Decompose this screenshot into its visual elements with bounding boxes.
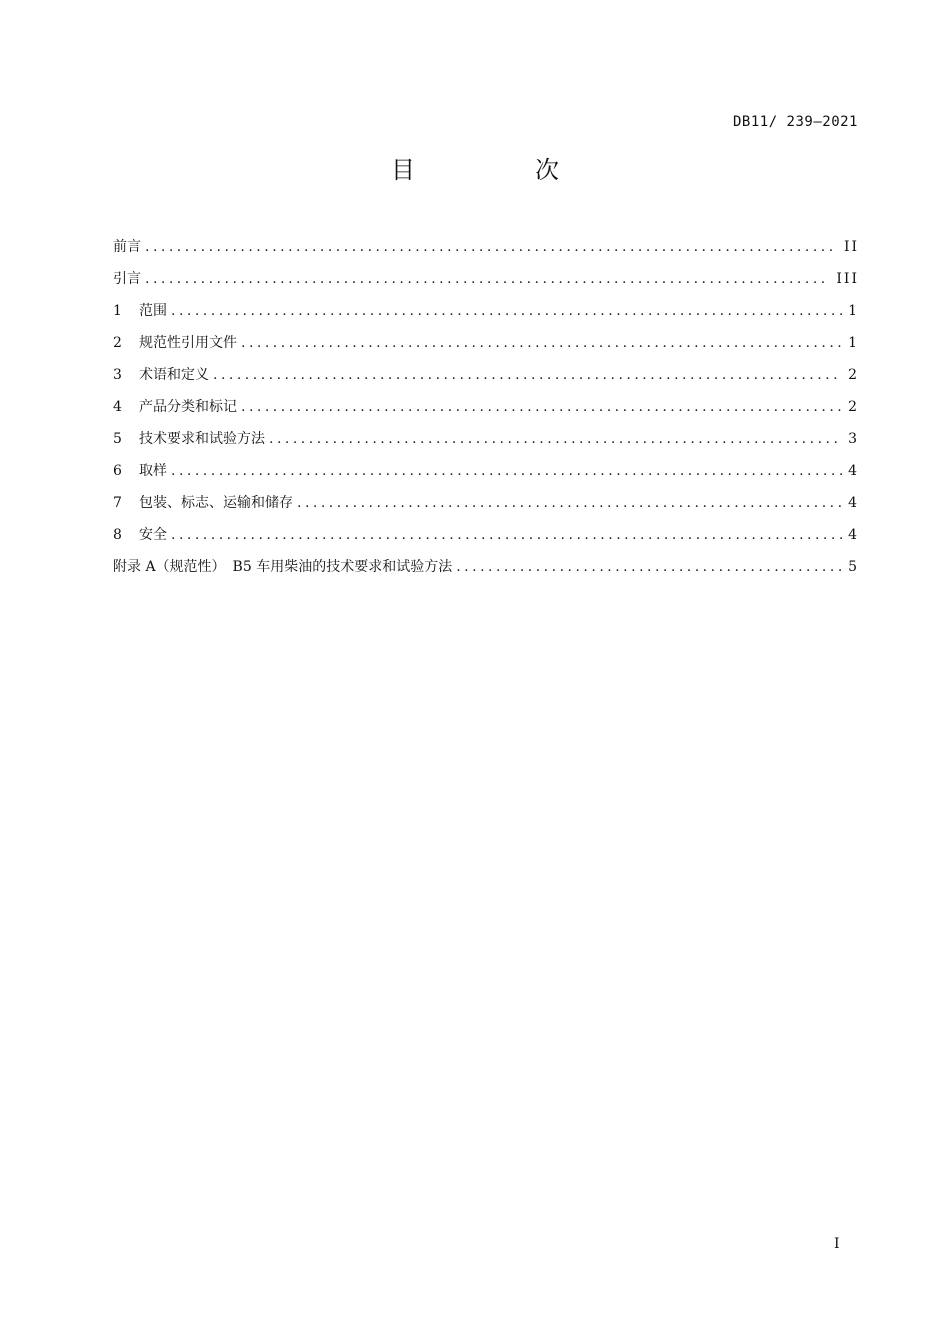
- document-code: DB11/ 239—2021: [732, 114, 858, 130]
- toc-entry-label: 术语和定义: [139, 367, 209, 383]
- toc-entry-page: 1: [848, 335, 859, 351]
- toc-entry-2[interactable]: [113, 332, 859, 364]
- toc-title: 目 次: [391, 156, 607, 184]
- toc-entry-8[interactable]: [113, 524, 859, 556]
- toc-entry-7[interactable]: [113, 492, 859, 524]
- toc-entry-label: 范围: [139, 303, 167, 319]
- toc-entry-number: 7: [113, 495, 122, 511]
- toc-leader-dots: [171, 303, 842, 319]
- toc-leader-dots: [171, 463, 842, 479]
- toc-entry-appendix-a[interactable]: [113, 556, 859, 588]
- toc-entry-label: 技术要求和试验方法: [139, 431, 265, 447]
- toc-leader-dots: [145, 271, 830, 287]
- toc-leader-dots: [456, 559, 842, 575]
- toc-entry-label: 取样: [139, 463, 167, 479]
- toc-entry-number: 2: [113, 335, 122, 351]
- toc-entry-page: 2: [848, 399, 859, 415]
- toc-entry-5[interactable]: [113, 428, 859, 460]
- table-of-contents: [113, 236, 859, 588]
- toc-leader-dots: [241, 335, 842, 351]
- toc-leader-dots: [269, 431, 842, 447]
- toc-entry-label: 附录 A（规范性） B5 车用柴油的技术要求和试验方法: [113, 559, 453, 575]
- toc-entry-number: 5: [113, 431, 122, 447]
- toc-entry-number: 8: [113, 527, 122, 543]
- toc-entry-label: 规范性引用文件: [139, 335, 237, 351]
- toc-entry-3[interactable]: [113, 364, 859, 396]
- toc-entry-page: 1: [848, 303, 859, 319]
- toc-entry-4[interactable]: [113, 396, 859, 428]
- toc-entry-6[interactable]: [113, 460, 859, 492]
- toc-entry-label: 安全: [139, 527, 167, 543]
- toc-entry-page: III: [836, 271, 859, 287]
- toc-entry-page: 5: [848, 559, 859, 575]
- page-number: I: [834, 1236, 840, 1252]
- toc-leader-dots: [213, 367, 842, 383]
- toc-leader-dots: [241, 399, 842, 415]
- toc-entry-page: II: [843, 239, 859, 255]
- toc-entry-1[interactable]: [113, 300, 859, 332]
- toc-entry-label: 前言: [113, 239, 141, 255]
- toc-entry-label: 包装、标志、运输和储存: [139, 495, 293, 511]
- toc-entry-introduction[interactable]: [113, 268, 859, 300]
- toc-entry-number: 4: [113, 399, 122, 415]
- toc-entry-number: 6: [113, 463, 122, 479]
- toc-entry-foreword[interactable]: [113, 236, 859, 268]
- toc-entry-label: 产品分类和标记: [139, 399, 237, 415]
- toc-entry-page: 4: [848, 463, 859, 479]
- toc-entry-page: 3: [848, 431, 859, 447]
- toc-entry-page: 4: [848, 495, 859, 511]
- toc-entry-number: 1: [113, 303, 122, 319]
- toc-leader-dots: [297, 495, 842, 511]
- toc-entry-label: 引言: [113, 271, 141, 287]
- toc-entry-number: 3: [113, 367, 122, 383]
- toc-leader-dots: [171, 527, 842, 543]
- toc-entry-page: 2: [848, 367, 859, 383]
- toc-leader-dots: [145, 239, 838, 255]
- toc-entry-page: 4: [848, 527, 859, 543]
